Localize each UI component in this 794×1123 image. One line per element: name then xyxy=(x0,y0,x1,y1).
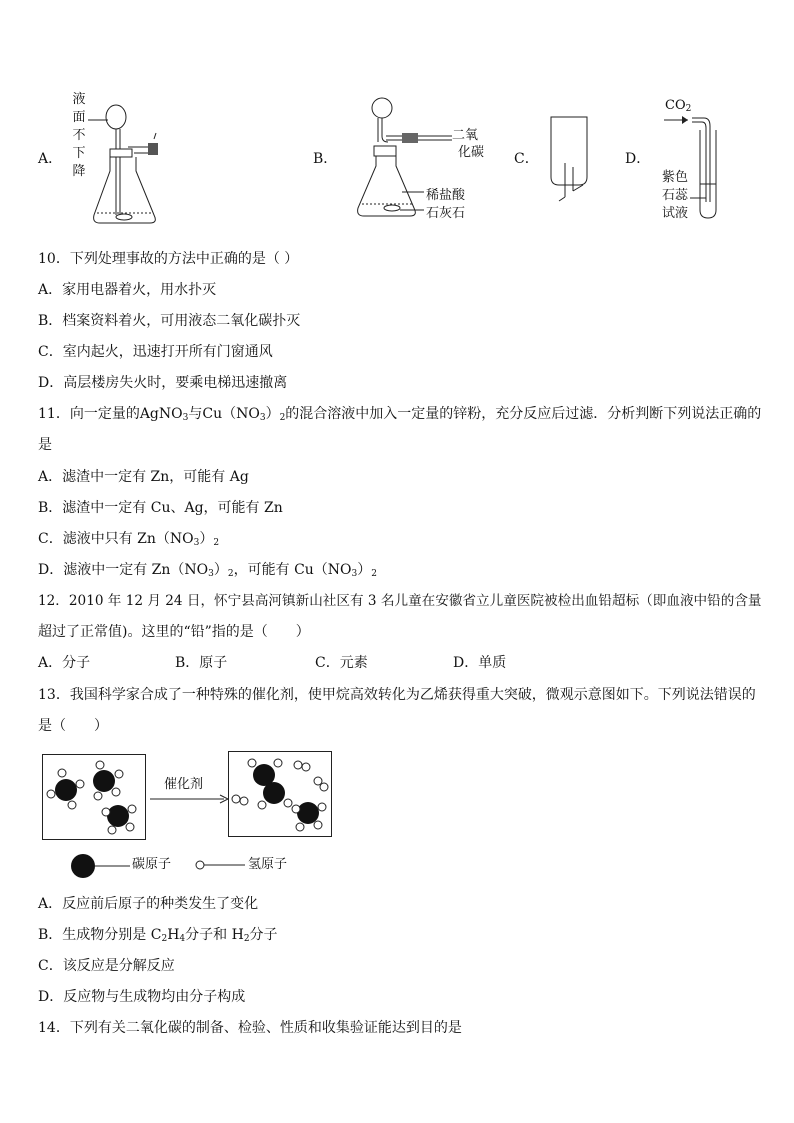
side-label-d-3: 试液 xyxy=(662,206,689,221)
question-13-stem-line2: 是（ ） xyxy=(38,718,108,734)
question-10-option-b: B．档案资料着火，可用液态二氧化碳扑灭 xyxy=(38,313,301,329)
reaction-arrow xyxy=(150,794,230,804)
question-12-option-a: A．分子 xyxy=(38,655,91,671)
question-11-stem-line2: 是 xyxy=(38,437,52,453)
question-12-option-d: D．单质 xyxy=(453,655,507,671)
side-label-a-3: 不 xyxy=(72,128,86,143)
apparatus-c-diagram xyxy=(547,115,592,205)
side-label-a-4: 下 xyxy=(72,146,86,161)
question-10-option-a: A．家用电器着火，用水扑灭 xyxy=(38,282,217,298)
gas-label-line2: 化碳 xyxy=(458,145,485,160)
option-b-letter: B． xyxy=(313,151,338,167)
question-10-stem: 10．下列处理事故的方法中正确的是（ ） xyxy=(38,251,299,267)
carbon-legend-symbol xyxy=(70,853,132,879)
question-13-option-d: D．反应物与生成物均由分子构成 xyxy=(38,989,246,1005)
option-d-letter: D． xyxy=(625,151,651,167)
legend-hydrogen-label: 氢原子 xyxy=(248,857,288,872)
products-box xyxy=(228,751,332,837)
hydrogen-legend-symbol xyxy=(195,858,247,874)
question-13-stem: 13．我国科学家合成了一种特殊的催化剂，使甲烷高效转化为乙烯获得重大突破，微观示意图如下。下列说法错误的 xyxy=(38,687,756,703)
apparatus-a-diagram xyxy=(88,95,178,230)
option-a-letter: A． xyxy=(38,151,63,167)
question-11-option-d: D．滤液中一定有 $Zn(NO_3)_2$，可能有 $Cu(NO_3)_2$ xyxy=(38,562,377,579)
catalyst-label: 催化剂 xyxy=(164,777,204,792)
question-11-option-c: C．滤液中只有 $Zn(NO_3)_2$ xyxy=(38,531,220,548)
stone-label: 石灰石 xyxy=(426,206,466,221)
question-13-option-a: A．反应前后原子的种类发生了变化 xyxy=(38,896,259,912)
question-10-option-d: D．高层楼房失火时，要乘电梯迅速撤离 xyxy=(38,375,288,391)
question-12-stem-line2: 超过了正常值)。这里的“铅”指的是（ ） xyxy=(38,624,310,640)
question-12-option-b: B．原子 xyxy=(175,655,228,671)
side-label-a-2: 面 xyxy=(72,110,86,125)
question-12-stem: 12．2010 年 12 月 24 日，怀宁县高河镇新山社区有 3 名儿童在安徽省立儿童医院被检出血铅超标（即血液中铅的含量 xyxy=(38,593,762,609)
question-10-option-c: C．室内起火，迅速打开所有门窗通风 xyxy=(38,344,273,360)
question-11-stem: 11．向一定量的AgNO$_3$与$Cu(NO_3)_2$的混合溶液中加入一定量的锌粉，充分反应后过滤．分析判断下列说法正确的 xyxy=(38,406,762,423)
acid-label: 稀盐酸 xyxy=(426,188,466,203)
reactants-box xyxy=(42,754,146,840)
question-12-option-c: C．元素 xyxy=(315,655,368,671)
side-label-d-2: 石蕊 xyxy=(662,188,689,203)
gas-label-line1: 二氧 xyxy=(452,128,479,143)
question-13-option-b: B．生成物分别是 $C_2H_4$分子和 $H_2$分子 xyxy=(38,927,278,944)
co2-label: $CO_2$ xyxy=(665,98,692,114)
option-c-letter: C． xyxy=(514,151,539,167)
question-11-option-a: A．滤渣中一定有 Zn，可能有 Ag xyxy=(38,469,249,485)
legend-carbon-label: 碳原子 xyxy=(132,857,172,872)
side-label-d-1: 紫色 xyxy=(662,170,689,185)
question-13-option-c: C．该反应是分解反应 xyxy=(38,958,175,974)
question-11-option-b: B．滤渣中一定有 Cu、Ag，可能有 Zn xyxy=(38,500,283,516)
side-label-a-5: 降 xyxy=(72,164,86,179)
question-14-stem: 14．下列有关二氧化碳的制备、检验、性质和收集验证能达到目的是 xyxy=(38,1020,462,1036)
side-label-a-1: 液 xyxy=(72,92,86,107)
